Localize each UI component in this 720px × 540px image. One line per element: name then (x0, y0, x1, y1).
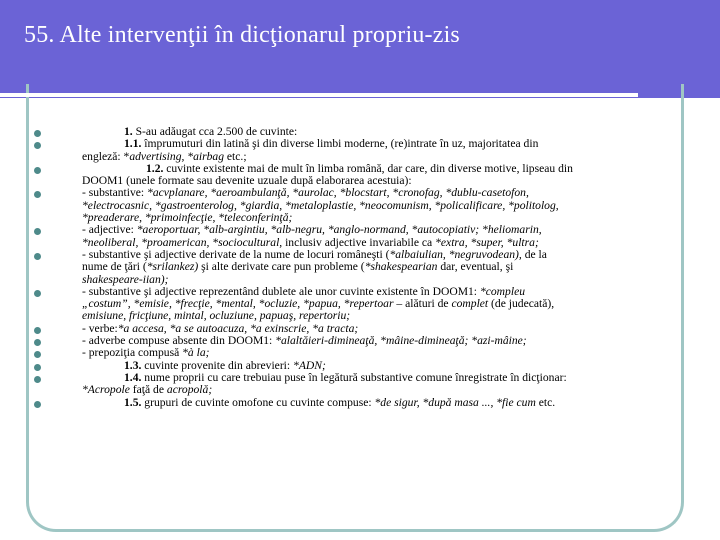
section-number: 1.2. (146, 161, 164, 175)
text-segment: *shakespearian (364, 260, 438, 274)
bullet-icon (34, 401, 41, 408)
list-item (34, 286, 666, 323)
text-segment: - adverbe compuse absente din DOOM1: (82, 334, 276, 348)
text-segment: *compleu (479, 284, 526, 298)
text-segment: *de sigur, *după masa ..., *fie cum (374, 395, 536, 409)
text-segment: (de judecată), (488, 297, 555, 311)
bullet-icon (34, 191, 41, 198)
bullet-icon (34, 339, 41, 346)
text-segment: *preaderare, *primoinfecţie, *teleconferinţă; (82, 211, 293, 225)
bullet-icon (34, 364, 41, 371)
bullet-icon (34, 290, 41, 297)
text-segment: - substantive şi adjective reprezentând dublete ale unor cuvinte existente în DOOM1: (82, 284, 480, 298)
list-item (34, 138, 666, 163)
text-segment: cuvinte provenite din abrevieri: (141, 358, 294, 372)
text-segment: *extra, *super, *ultra; (435, 235, 539, 249)
text-segment: complet (451, 297, 489, 311)
text-segment: *ADN; (293, 358, 326, 372)
text-segment: *aeroportuar, *alb-argintiu, *alb-negru, *anglo-normand, *autocopiativ; *heliomarin, (136, 223, 542, 237)
list-item (34, 249, 666, 286)
bullet-icon (34, 142, 41, 149)
list-item (34, 163, 666, 188)
list-item (34, 372, 666, 397)
section-number: 1. (124, 125, 133, 138)
text-segment: DOOM1 (unele formate sau devenite uzuale după elaborarea acestuia): (82, 174, 412, 188)
text-segment: „costum”, *emisie, *frecţie, *mental, *ocluzie, *papua, *repertoar (82, 297, 394, 311)
text-segment: - substantive şi adjective derivate de la nume de locuri româneşti ( (82, 247, 390, 261)
text-segment: advertising, *airbag (129, 149, 225, 163)
text-segment: şi alte derivate care pun probleme ( (198, 260, 365, 274)
text-segment: etc. (535, 395, 556, 409)
text-segment: – alături de (393, 297, 452, 311)
text-segment: de la (521, 247, 547, 261)
title-underline (0, 93, 638, 97)
text-segment: engleză: * (82, 149, 130, 163)
bullet-icon (34, 327, 41, 334)
list-item (34, 397, 666, 409)
text-segment: *à la; (182, 346, 210, 360)
section-number: 1.1. (124, 137, 142, 151)
bullet-icon (34, 351, 41, 358)
text-segment: shakespeare-iian); (82, 272, 169, 286)
text-segment: *acvplanare, *aeroambulanţă, *aurolac, *blocstart, *cronofag, *dublu-casetofon, (147, 186, 529, 200)
text-segment: inclusiv adjective invariabile ca (282, 235, 436, 249)
text-segment: emisiune, fricţiune, mintal, ocluziune, papuaş, repertoriu; (82, 309, 351, 323)
text-segment: - prepoziţia compusă (82, 346, 183, 360)
list-item (34, 224, 666, 249)
text-line (82, 397, 666, 409)
slide-title: 55. Alte intervenţii în dicţionarul propriu-zis (24, 22, 460, 48)
text-segment: nume proprii cu care trebuiau puse în legătură substantive comune înregistrate în dicţionar: (141, 370, 567, 384)
text-segment: *neoliberal, *proamerican, *sociocultural, (82, 235, 283, 249)
bullet-icon (34, 253, 41, 260)
text-segment: faţă de (129, 383, 167, 397)
bullet-list (34, 126, 666, 409)
text-segment: - verbe: (82, 321, 118, 335)
text-segment: acropolă; (166, 383, 213, 397)
text-segment: *electrocasnic, *gastroenterolog, *giardia, *metaloplastie, *neocomunism, *policalificare, *politolog, (82, 198, 559, 212)
text-segment: dar, eventual, şi (437, 260, 514, 274)
list-item (34, 187, 666, 224)
text-segment: împrumuturi din latină şi din diverse limbi moderne, (re)intrate în uz, majoritatea din (141, 137, 539, 151)
text-line (82, 261, 666, 273)
bullet-icon (34, 167, 41, 174)
text-segment: *alaltăieri-dimineaţă, *mâine-dimineaţă; *azi-mâine; (275, 334, 527, 348)
text-segment: *srilankez) (146, 260, 199, 274)
text-segment: - adjective: (82, 223, 137, 237)
text-segment: *Acropole (82, 383, 130, 397)
section-number: 1.3. (124, 358, 142, 372)
text-segment: *a accesa, *a se autoacuza, *a exinscrie, *a tracta; (117, 321, 359, 335)
text-segment: etc.; (224, 149, 247, 163)
bullet-icon (34, 228, 41, 235)
text-segment: grupuri de cuvinte omofone cu cuvinte compuse: (141, 395, 375, 409)
section-number: 1.4. (124, 370, 142, 384)
text-segment: S-au adăugat cca 2.500 de cuvinte: (132, 125, 298, 138)
text-segment: cuvinte existente mai de mult în limba română, dar care, din diverse motive, lipseau din (163, 161, 573, 175)
text-segment: *albaiulian, *negruvodean), (389, 247, 522, 261)
text-segment: - substantive: (82, 186, 148, 200)
bullet-icon (34, 130, 41, 137)
section-number: 1.5. (124, 395, 142, 409)
bullet-icon (34, 376, 41, 383)
text-segment: nume de ţări ( (82, 260, 147, 274)
